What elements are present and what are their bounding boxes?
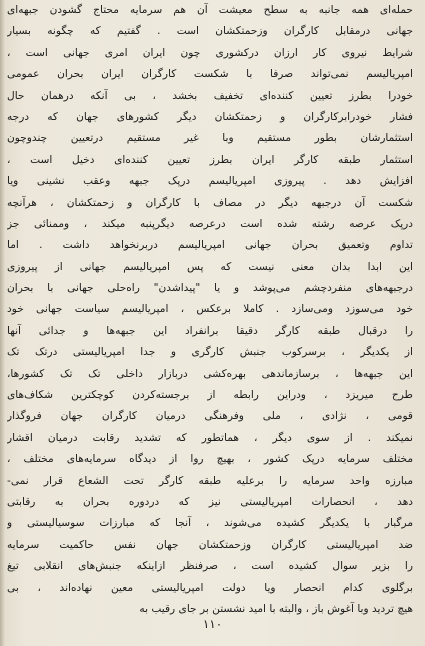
- text-line: حمله‌ای همه جانبه به سطح معیشت آن هم سرمایه محتاج گشودن جبهه‌ای: [7, 4, 413, 16]
- text-line: تداوم وتعمیق بحران جهانی امپریالیسم دربرنخواهد داشت . اما: [7, 239, 413, 252]
- text-line: مبارزه واحد سرمایه را برعلیه طبقه کارگر تحت الشعاع قرار نمی‌-: [7, 474, 413, 487]
- text-line: شکست آن درجبهه دیگر در مصاف با کارگران و زحمتکشان ، هرآنچه: [7, 196, 413, 209]
- text-line: امپریالیسم نمی‌تواند صرفا با شکست کارگران ایران بحران عمومی: [7, 68, 413, 81]
- text-line: شرایط نیروی کار ارزان درکشوری چون ایران امری جهانی است ،: [7, 46, 413, 59]
- text-line: برگلوی کدام انحصار ویا دولت امپریالیستی معین نهاده‌اند ، بی: [7, 581, 413, 594]
- text-line: فشار خودرابرکارگران و زحمتکشان دیگر کشورهای جهان که درجه: [7, 110, 413, 123]
- text-line: درجبهه‌های منفردچشم می‌پوشد و یا "پیداشدن" راه‌حلی جهانی با بحران: [7, 282, 413, 295]
- text-line: این ابدا بدان معنی نیست که پس امپریالیسم جهانی از پیروزی: [7, 260, 413, 273]
- text-line: ضد امپریالیستی کارگران وزحمتکشان جهان نفس حاکمیت سرمایه: [7, 538, 413, 551]
- text-line: خود می‌سوزد ومی‌سازد . کاملا برعکس ، امپریالیسم سیاست جهانی خود: [7, 303, 413, 316]
- text-line: از یکدیگر ، برسرکوب جنبش کارگری و جدا امپریالیستی درتک تک: [7, 346, 413, 359]
- text-line: دهد ، انحصارات امپریالیستی نیز که دردوره بحران به رقابتی: [7, 495, 413, 508]
- text-line: را بزیر سوال کشیده است ، صرفنظر ازاینکه جنبش‌های انقلابی تیغ: [7, 560, 413, 573]
- text-line: خودرا بطرز تعیین کننده‌ای تخفیف بخشد ، بی آنکه درهمان حال: [7, 89, 413, 102]
- page-number: ۱۱۰: [202, 617, 223, 631]
- text-line: طرح میریزد ، ودراین رابطه از برجسته‌کردن کوچکترین شکاف‌های: [7, 389, 413, 402]
- text-line: قومی ، نژادی ، ملی وفرهنگی درمیان کارگران جهان فروگذار: [7, 410, 413, 423]
- text-line: افزایش دهد . پیروزی امپریالیسم درپک جبهه وعقب نشینی ویا: [7, 175, 413, 188]
- text-line: درپک عرصه رشته شده است درعرصه دیگرپنبه میکند ، وممنائی جز: [7, 217, 413, 230]
- body-text: [7, 0, 413, 620]
- text-line: جهانی درمقابل کارگران وزحمتکشان است . گفتیم که چگونه بسیار: [7, 25, 413, 38]
- text-line: مرگبار با یکدیگر کشیده می‌شوند ، آنجا که مبارزات سوسیالیستی و: [7, 517, 413, 530]
- text-line: استثمارشان بطور مستقیم وبا غیر مستقیم درتعیین چندوچون: [7, 132, 413, 145]
- text-line: مختلف سرمایه درپک کشور ، بهیچ روا از دیدگاه سرمایه‌های مختلف ،: [7, 453, 413, 466]
- text-line: را درقبال طبقه کارگر دقیقا برانفراد این جبهه‌ها و جدائی آنها: [7, 324, 413, 337]
- text-line: این جبهه‌ها ، برسازماندهی بهره‌کشی دربازار داخلی تک تک کشورها،: [7, 367, 413, 380]
- text-line: استثمار طبقه کارگر ایران بطرز تعیین کننده‌ای دخیل است ،: [7, 153, 413, 166]
- text-line: هیچ تردید وبا آغوش باز ، والبته با امید نشستن بر جای رقیب به: [139, 602, 413, 615]
- text-line: نمیکند . از سوی دیگر ، هماتطور که تشدید رقابت درمیان اقشار: [7, 431, 413, 444]
